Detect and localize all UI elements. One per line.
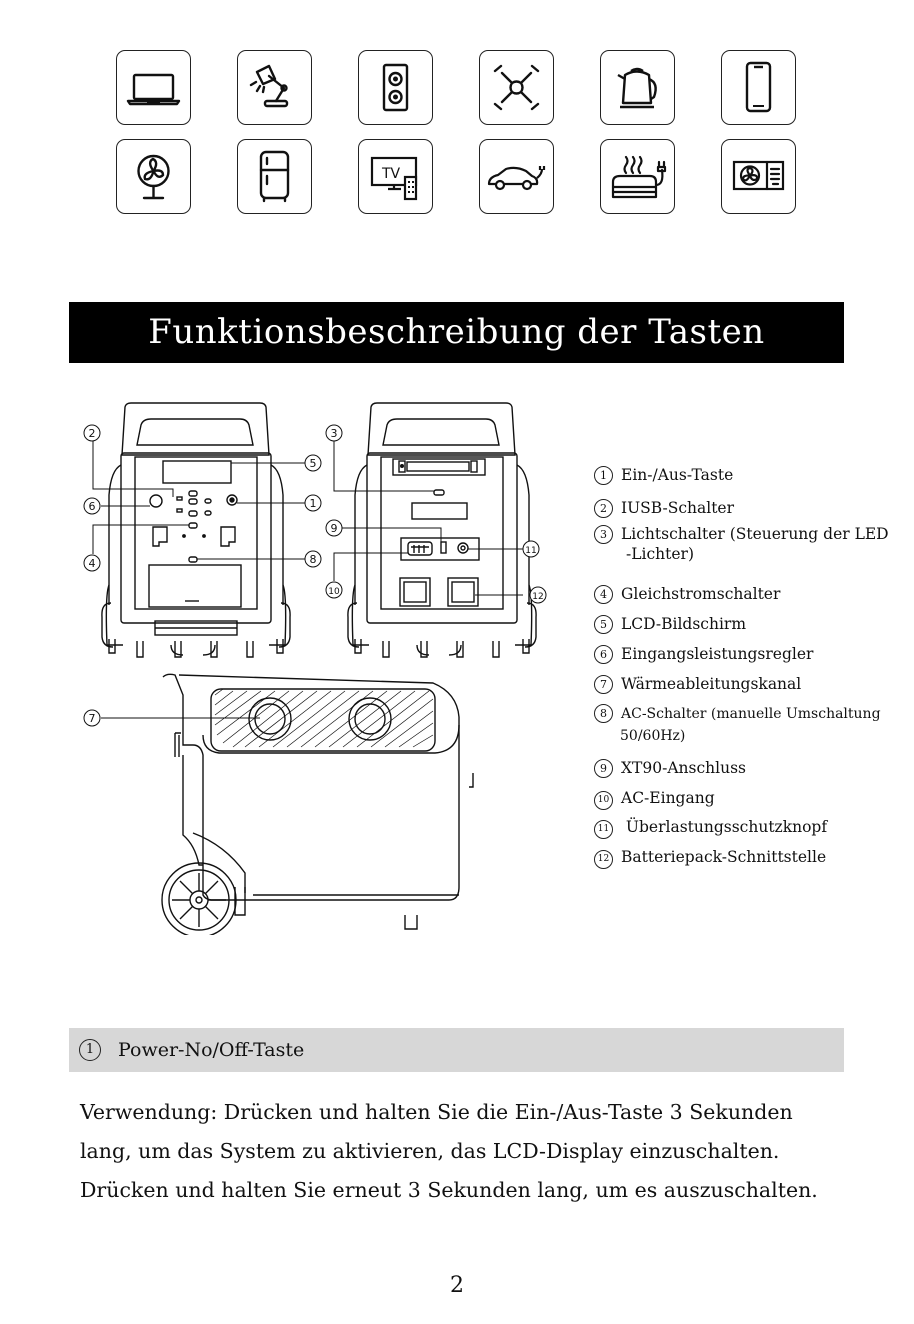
air-conditioner-icon — [721, 139, 796, 214]
legend-text: Lichtschalter (Steuerung der LED — [621, 525, 889, 543]
legend-number: 6 — [594, 645, 613, 664]
callout-11-text: 11 — [525, 546, 537, 556]
tv-icon — [358, 139, 433, 214]
callout-1 — [305, 495, 321, 511]
banner-title: Funktionsbeschreibung der Tasten — [148, 312, 765, 352]
legend-number: 10 — [594, 791, 613, 810]
front-view — [102, 403, 290, 657]
callout-1-text: 1 — [309, 497, 317, 510]
kettle-icon — [600, 50, 675, 125]
legend-number: 12 — [594, 850, 613, 869]
legend-text-continued: 50/60Hz) — [620, 728, 686, 744]
callout-8-text: 8 — [309, 553, 317, 566]
section-banner — [69, 302, 844, 363]
legend-text-continued: -Lichter) — [626, 545, 695, 563]
legend-item — [594, 525, 889, 544]
legend-item — [594, 645, 813, 664]
callout-5-text: 5 — [309, 457, 317, 470]
callout-6 — [84, 498, 100, 514]
power-station-drawing — [75, 395, 575, 935]
legend-number: 5 — [594, 615, 613, 634]
legend-text: Batteriepack-Schnittstelle — [621, 848, 827, 866]
callout-10-text: 10 — [328, 587, 340, 597]
body-line: lang, um das System zu aktivieren, das LCD-Display einzuschalten. — [80, 1139, 780, 1163]
callout-6-text: 6 — [88, 500, 96, 513]
legend-item — [594, 466, 733, 485]
section-header — [69, 1028, 844, 1072]
callout-8 — [305, 551, 321, 567]
legend-number: 1 — [594, 466, 613, 485]
legend-text: XT90-Anschluss — [621, 759, 746, 777]
legend-number: 11 — [594, 820, 613, 839]
legend-text: LCD-Bildschirm — [621, 615, 747, 633]
callout-10 — [326, 582, 342, 598]
laptop-icon — [116, 50, 191, 125]
appliance-icon-grid — [116, 50, 798, 216]
callout-4 — [84, 555, 100, 571]
callout-12-text: 12 — [532, 592, 544, 602]
legend-number: 7 — [594, 675, 613, 694]
legend-number: 3 — [594, 525, 613, 544]
legend-number: 4 — [594, 585, 613, 604]
desk-lamp-icon — [237, 50, 312, 125]
electric-car-icon — [479, 139, 554, 214]
callout-7-text: 7 — [88, 712, 96, 725]
page-number: 2 — [450, 1273, 464, 1298]
callout-3-text: 3 — [330, 427, 338, 440]
legend-text: IUSB-Schalter — [621, 499, 735, 517]
section-number: 1 — [79, 1039, 101, 1061]
legend-item — [594, 789, 715, 810]
legend-text: AC-Schalter (manuelle Umschaltung — [621, 706, 881, 722]
legend-item — [594, 675, 801, 694]
callout-9-text: 9 — [330, 522, 338, 535]
legend-item — [594, 499, 734, 518]
body-line: Verwendung: Drücken und halten Sie die Ein-/Aus-Taste 3 Sekunden — [80, 1100, 793, 1124]
callout-3 — [326, 425, 342, 441]
legend-text: Ein-/Aus-Taste — [621, 466, 734, 484]
legend-item — [594, 704, 881, 723]
legend-item — [594, 848, 826, 869]
legend-number: 9 — [594, 759, 613, 778]
callout-9 — [326, 520, 342, 536]
callout-7 — [84, 710, 100, 726]
legend-number: 2 — [594, 499, 613, 518]
speaker-icon — [358, 50, 433, 125]
legend-text: Eingangsleistungsregler — [621, 645, 814, 663]
legend-text: Gleichstromschalter — [621, 585, 781, 603]
refrigerator-icon — [237, 139, 312, 214]
legend-number: 8 — [594, 704, 613, 723]
legend-item — [594, 759, 746, 778]
side-view — [162, 674, 473, 935]
usage-description — [80, 1093, 870, 1210]
legend-item — [594, 615, 746, 634]
tv-label: TV — [382, 166, 401, 182]
back-view — [348, 403, 536, 657]
legend-text: AC-Eingang — [621, 789, 715, 807]
fan-icon — [116, 139, 191, 214]
drone-icon — [479, 50, 554, 125]
section-title: Power-No/Off-Taste — [118, 1039, 305, 1061]
legend-item — [594, 818, 827, 839]
body-line: Drücken und halten Sie erneut 3 Sekunden lang, um es auszuschalten. — [80, 1178, 818, 1202]
callout-11 — [523, 541, 539, 557]
callout-4-text: 4 — [88, 557, 96, 570]
callout-5 — [305, 455, 321, 471]
smartphone-icon — [721, 50, 796, 125]
callout-2-text: 2 — [88, 427, 96, 440]
legend-text: Überlastungsschutzknopf — [621, 818, 828, 836]
product-diagram — [75, 395, 575, 939]
callout-2 — [84, 425, 100, 441]
callout-12 — [530, 587, 546, 603]
heating-blanket-icon — [600, 139, 675, 214]
legend-item — [594, 585, 780, 604]
legend-text: Wärmeableitungskanal — [621, 675, 802, 693]
